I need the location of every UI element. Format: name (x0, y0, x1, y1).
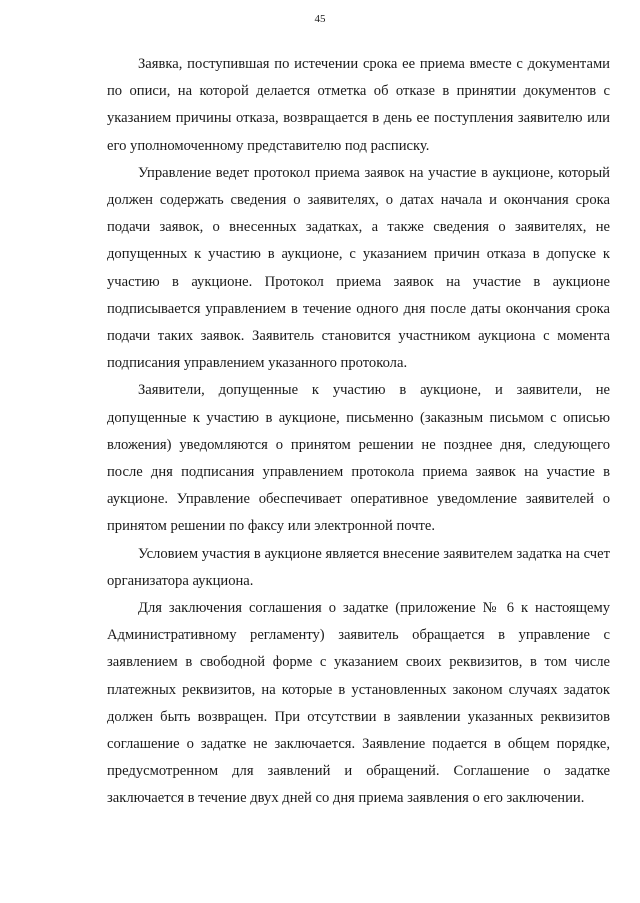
paragraph-notification: Заявители, допущенные к участию в аукционе, и заявители, не допущенные к участию в аукционе, письменно (заказным письмом с описью вложения) уведомляются о принятом решении не позднее дня, следующего после дня подписания управлением протокола приема заявок на участие в аукционе. Управление обеспечивает оперативное уведомление заявителей о принятом решении по факсу или электронной почте. (107, 382, 610, 535)
page-number: 45 (314, 13, 326, 25)
paragraph-deposit-agreement: Для заключения соглашения о задатке (приложение № 6 к настоящему Административному регламенту) заявитель обращается в управление с заявлением в свободной форме с указанием своих реквизитов, в том числе платежных реквизитов, на которые в установленных законом случаях задаток должен быть возвращен. При отсутствии в заявлении указанных реквизитов соглашение о задатке не заключается. Заявление подается в общем порядке, предусмотренном для заявлений и обращений. Соглашение о задатке заключается в течение двух дней со дня приема заявления о его заключении. (107, 600, 610, 807)
paragraph-deposit-condition: Условием участия в аукционе является внесение заявителем задатка на счет организатора аукциона. (107, 545, 610, 589)
paragraph-protocol: Управление ведет протокол приема заявок на участие в аукционе, который должен содержать сведения о заявителях, о датах начала и окончания срока подачи заявок, о внесенных задатках, а также сведения о заявителях, не допущенных к участию в аукционе, с указанием причин отказа в допуске к участию в аукционе. Протокол приема заявок на участие в аукционе подписывается управлением в течение одного дня после даты окончания срока подачи таких заявок. Заявитель становится участником аукциона с момента подписания управлением указанного протокола. (107, 164, 610, 372)
paragraph-late-application: Заявка, поступившая по истечении срока ее приема вместе с документами по описи, на которой делается отметка об отказе в принятии документов с указанием причины отказа, возвращается в день ее поступления заявителю или его уполномоченному представителю под расписку. (107, 56, 610, 154)
document-body (107, 51, 610, 813)
